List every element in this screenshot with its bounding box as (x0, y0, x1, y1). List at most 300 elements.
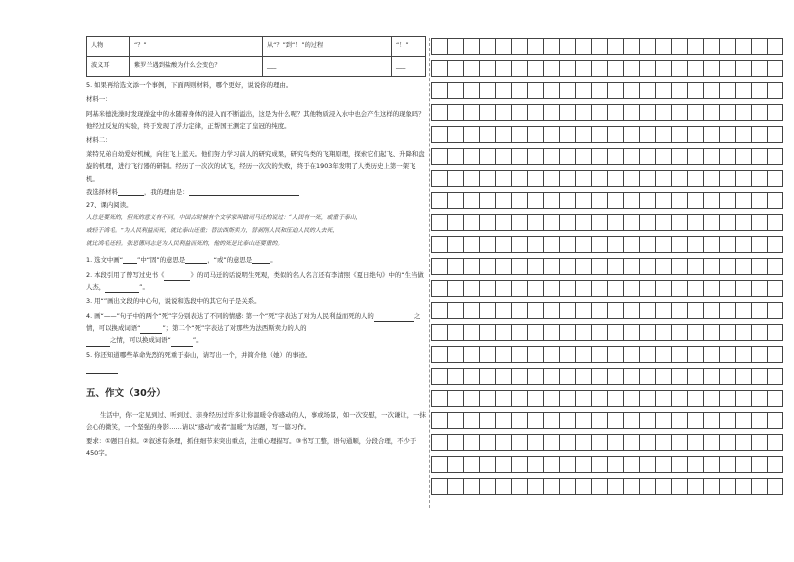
grid-cell[interactable] (655, 170, 671, 187)
grid-cell[interactable] (511, 104, 527, 121)
grid-cell[interactable] (591, 38, 607, 55)
grid-cell[interactable] (511, 346, 527, 363)
grid-cell[interactable] (463, 60, 479, 77)
grid-cell[interactable] (463, 280, 479, 297)
grid-cell[interactable] (463, 368, 479, 385)
grid-cell[interactable] (543, 412, 559, 429)
grid-cell[interactable] (639, 478, 655, 495)
grid-cell[interactable] (687, 236, 703, 253)
grid-cell[interactable] (703, 38, 719, 55)
grid-cell[interactable] (591, 126, 607, 143)
grid-cell[interactable] (751, 104, 767, 121)
grid-cell[interactable] (543, 60, 559, 77)
grid-cell[interactable] (591, 434, 607, 451)
grid-cell[interactable] (511, 126, 527, 143)
grid-cell[interactable] (495, 38, 511, 55)
grid-cell[interactable] (719, 456, 735, 473)
grid-cell[interactable] (735, 148, 751, 165)
grid-cell[interactable] (703, 236, 719, 253)
grid-cell[interactable] (687, 412, 703, 429)
grid-cell[interactable] (719, 148, 735, 165)
grid-cell[interactable] (511, 390, 527, 407)
grid-cell[interactable] (543, 258, 559, 275)
grid-cell[interactable] (735, 60, 751, 77)
grid-cell[interactable] (527, 478, 543, 495)
grid-cell[interactable] (671, 82, 687, 99)
grid-cell[interactable] (639, 82, 655, 99)
grid-cell[interactable] (559, 104, 575, 121)
grid-cell[interactable] (511, 170, 527, 187)
grid-cell[interactable] (559, 478, 575, 495)
grid-cell[interactable] (767, 126, 783, 143)
grid-cell[interactable] (735, 82, 751, 99)
grid-cell[interactable] (591, 280, 607, 297)
grid-cell[interactable] (687, 456, 703, 473)
grid-cell[interactable] (575, 478, 591, 495)
grid-cell[interactable] (479, 38, 495, 55)
grid-cell[interactable] (495, 368, 511, 385)
grid-cell[interactable] (479, 82, 495, 99)
grid-cell[interactable] (447, 126, 463, 143)
grid-cell[interactable] (655, 302, 671, 319)
grid-cell[interactable] (719, 104, 735, 121)
grid-cell[interactable] (639, 104, 655, 121)
grid-cell[interactable] (463, 214, 479, 231)
grid-cell[interactable] (511, 82, 527, 99)
grid-cell[interactable] (687, 346, 703, 363)
grid-cell[interactable] (527, 104, 543, 121)
grid-cell[interactable] (431, 236, 447, 253)
grid-cell[interactable] (687, 324, 703, 341)
grid-cell[interactable] (735, 390, 751, 407)
grid-cell[interactable] (479, 170, 495, 187)
grid-cell[interactable] (607, 324, 623, 341)
grid-cell[interactable] (511, 368, 527, 385)
grid-cell[interactable] (703, 60, 719, 77)
grid-cell[interactable] (639, 148, 655, 165)
grid-cell[interactable] (479, 346, 495, 363)
grid-cell[interactable] (591, 478, 607, 495)
answer-blank[interactable] (164, 273, 190, 281)
answer-blank[interactable] (171, 339, 193, 347)
grid-cell[interactable] (767, 390, 783, 407)
grid-cell[interactable] (495, 192, 511, 209)
grid-cell[interactable] (735, 280, 751, 297)
grid-cell[interactable] (687, 368, 703, 385)
grid-cell[interactable] (767, 478, 783, 495)
grid-cell[interactable] (639, 346, 655, 363)
grid-cell[interactable] (719, 302, 735, 319)
grid-cell[interactable] (751, 368, 767, 385)
grid-cell[interactable] (655, 280, 671, 297)
grid-cell[interactable] (735, 368, 751, 385)
grid-cell[interactable] (591, 60, 607, 77)
grid-cell[interactable] (431, 434, 447, 451)
grid-cell[interactable] (479, 456, 495, 473)
grid-cell[interactable] (767, 104, 783, 121)
grid-cell[interactable] (719, 280, 735, 297)
grid-cell[interactable] (751, 280, 767, 297)
grid-cell[interactable] (607, 456, 623, 473)
grid-cell[interactable] (463, 456, 479, 473)
grid-cell[interactable] (511, 434, 527, 451)
grid-cell[interactable] (479, 434, 495, 451)
grid-cell[interactable] (479, 412, 495, 429)
grid-cell[interactable] (527, 368, 543, 385)
grid-cell[interactable] (543, 170, 559, 187)
grid-cell[interactable] (687, 82, 703, 99)
grid-cell[interactable] (719, 82, 735, 99)
grid-cell[interactable] (543, 82, 559, 99)
grid-cell[interactable] (655, 390, 671, 407)
grid-cell[interactable] (655, 412, 671, 429)
grid-cell[interactable] (527, 170, 543, 187)
grid-cell[interactable] (575, 456, 591, 473)
grid-cell[interactable] (655, 60, 671, 77)
grid-cell[interactable] (591, 236, 607, 253)
grid-cell[interactable] (623, 456, 639, 473)
grid-cell[interactable] (767, 236, 783, 253)
grid-cell[interactable] (607, 302, 623, 319)
grid-cell[interactable] (559, 236, 575, 253)
grid-cell[interactable] (591, 346, 607, 363)
grid-cell[interactable] (559, 434, 575, 451)
grid-cell[interactable] (735, 214, 751, 231)
grid-cell[interactable] (511, 148, 527, 165)
grid-cell[interactable] (735, 38, 751, 55)
grid-cell[interactable] (687, 214, 703, 231)
grid-cell[interactable] (607, 236, 623, 253)
grid-cell[interactable] (687, 148, 703, 165)
grid-cell[interactable] (639, 38, 655, 55)
grid-cell[interactable] (703, 456, 719, 473)
grid-cell[interactable] (495, 214, 511, 231)
grid-cell[interactable] (639, 368, 655, 385)
grid-cell[interactable] (767, 148, 783, 165)
answer-blank[interactable] (86, 366, 118, 374)
grid-cell[interactable] (607, 346, 623, 363)
grid-cell[interactable] (671, 434, 687, 451)
grid-cell[interactable] (591, 368, 607, 385)
grid-cell[interactable] (703, 412, 719, 429)
answer-blank[interactable] (374, 314, 414, 322)
grid-cell[interactable] (479, 280, 495, 297)
grid-cell[interactable] (703, 214, 719, 231)
grid-cell[interactable] (639, 434, 655, 451)
grid-cell[interactable] (575, 170, 591, 187)
grid-cell[interactable] (703, 170, 719, 187)
grid-cell[interactable] (559, 456, 575, 473)
grid-cell[interactable] (639, 236, 655, 253)
grid-cell[interactable] (431, 104, 447, 121)
grid-cell[interactable] (575, 258, 591, 275)
grid-cell[interactable] (511, 38, 527, 55)
grid-cell[interactable] (735, 104, 751, 121)
grid-cell[interactable] (751, 346, 767, 363)
grid-cell[interactable] (527, 258, 543, 275)
grid-cell[interactable] (671, 60, 687, 77)
grid-cell[interactable] (655, 104, 671, 121)
grid-cell[interactable] (703, 324, 719, 341)
grid-cell[interactable] (623, 236, 639, 253)
grid-cell[interactable] (559, 280, 575, 297)
grid-cell[interactable] (463, 478, 479, 495)
grid-cell[interactable] (447, 82, 463, 99)
grid-cell[interactable] (767, 368, 783, 385)
grid-cell[interactable] (591, 390, 607, 407)
writing-grid[interactable] (431, 38, 783, 500)
grid-cell[interactable] (767, 302, 783, 319)
grid-cell[interactable] (751, 60, 767, 77)
grid-cell[interactable] (447, 478, 463, 495)
grid-cell[interactable] (447, 148, 463, 165)
grid-cell[interactable] (623, 258, 639, 275)
grid-cell[interactable] (543, 302, 559, 319)
grid-cell[interactable] (767, 170, 783, 187)
grid-cell[interactable] (607, 170, 623, 187)
grid-cell[interactable] (735, 192, 751, 209)
grid-cell[interactable] (463, 412, 479, 429)
grid-cell[interactable] (431, 82, 447, 99)
grid-cell[interactable] (559, 302, 575, 319)
grid-cell[interactable] (463, 324, 479, 341)
grid-cell[interactable] (703, 148, 719, 165)
grid-cell[interactable] (543, 280, 559, 297)
grid-cell[interactable] (751, 324, 767, 341)
grid-cell[interactable] (719, 412, 735, 429)
answer-blank[interactable] (252, 256, 270, 264)
grid-cell[interactable] (639, 258, 655, 275)
grid-cell[interactable] (623, 390, 639, 407)
grid-cell[interactable] (623, 214, 639, 231)
grid-cell[interactable] (447, 390, 463, 407)
grid-cell[interactable] (559, 368, 575, 385)
grid-cell[interactable] (511, 280, 527, 297)
grid-cell[interactable] (527, 214, 543, 231)
grid-cell[interactable] (751, 148, 767, 165)
grid-cell[interactable] (671, 104, 687, 121)
answer-blank[interactable] (189, 188, 299, 196)
grid-cell[interactable] (575, 412, 591, 429)
grid-cell[interactable] (767, 456, 783, 473)
grid-cell[interactable] (623, 104, 639, 121)
grid-cell[interactable] (687, 434, 703, 451)
grid-cell[interactable] (623, 38, 639, 55)
grid-cell[interactable] (447, 170, 463, 187)
grid-cell[interactable] (479, 192, 495, 209)
grid-cell[interactable] (735, 236, 751, 253)
grid-cell[interactable] (479, 478, 495, 495)
grid-cell[interactable] (607, 258, 623, 275)
grid-cell[interactable] (559, 324, 575, 341)
grid-cell[interactable] (527, 280, 543, 297)
grid-cell[interactable] (431, 324, 447, 341)
grid-cell[interactable] (495, 456, 511, 473)
grid-cell[interactable] (543, 434, 559, 451)
grid-cell[interactable] (751, 258, 767, 275)
grid-cell[interactable] (639, 390, 655, 407)
grid-cell[interactable] (495, 346, 511, 363)
grid-cell[interactable] (639, 456, 655, 473)
grid-cell[interactable] (431, 346, 447, 363)
grid-cell[interactable] (623, 82, 639, 99)
grid-cell[interactable] (703, 434, 719, 451)
grid-cell[interactable] (591, 170, 607, 187)
grid-cell[interactable] (495, 434, 511, 451)
grid-cell[interactable] (543, 478, 559, 495)
grid-cell[interactable] (591, 192, 607, 209)
grid-cell[interactable] (447, 104, 463, 121)
grid-cell[interactable] (463, 390, 479, 407)
grid-cell[interactable] (575, 148, 591, 165)
grid-cell[interactable] (671, 192, 687, 209)
grid-cell[interactable] (623, 324, 639, 341)
grid-cell[interactable] (559, 346, 575, 363)
grid-cell[interactable] (719, 126, 735, 143)
grid-cell[interactable] (703, 390, 719, 407)
grid-cell[interactable] (431, 368, 447, 385)
grid-cell[interactable] (703, 82, 719, 99)
grid-cell[interactable] (655, 192, 671, 209)
grid-cell[interactable] (623, 478, 639, 495)
grid-cell[interactable] (719, 214, 735, 231)
grid-cell[interactable] (527, 412, 543, 429)
grid-cell[interactable] (543, 38, 559, 55)
grid-cell[interactable] (607, 390, 623, 407)
grid-cell[interactable] (655, 478, 671, 495)
grid-cell[interactable] (559, 148, 575, 165)
grid-cell[interactable] (751, 236, 767, 253)
grid-cell[interactable] (591, 258, 607, 275)
grid-cell[interactable] (479, 104, 495, 121)
grid-cell[interactable] (575, 60, 591, 77)
grid-cell[interactable] (671, 280, 687, 297)
grid-cell[interactable] (575, 126, 591, 143)
grid-cell[interactable] (479, 324, 495, 341)
grid-cell[interactable] (719, 170, 735, 187)
grid-cell[interactable] (543, 236, 559, 253)
grid-cell[interactable] (431, 192, 447, 209)
grid-cell[interactable] (687, 192, 703, 209)
grid-cell[interactable] (511, 478, 527, 495)
grid-cell[interactable] (607, 126, 623, 143)
grid-cell[interactable] (767, 38, 783, 55)
grid-cell[interactable] (751, 412, 767, 429)
grid-cell[interactable] (719, 38, 735, 55)
grid-cell[interactable] (607, 412, 623, 429)
grid-cell[interactable] (607, 82, 623, 99)
grid-cell[interactable] (591, 104, 607, 121)
grid-cell[interactable] (751, 126, 767, 143)
grid-cell[interactable] (479, 368, 495, 385)
grid-cell[interactable] (511, 192, 527, 209)
grid-cell[interactable] (527, 346, 543, 363)
grid-cell[interactable] (655, 434, 671, 451)
grid-cell[interactable] (735, 126, 751, 143)
grid-cell[interactable] (751, 434, 767, 451)
grid-cell[interactable] (767, 214, 783, 231)
grid-cell[interactable] (511, 456, 527, 473)
grid-cell[interactable] (751, 478, 767, 495)
grid-cell[interactable] (703, 258, 719, 275)
grid-cell[interactable] (671, 368, 687, 385)
grid-cell[interactable] (767, 324, 783, 341)
grid-cell[interactable] (575, 346, 591, 363)
grid-cell[interactable] (479, 148, 495, 165)
grid-cell[interactable] (751, 82, 767, 99)
grid-cell[interactable] (655, 126, 671, 143)
grid-cell[interactable] (591, 412, 607, 429)
grid-cell[interactable] (575, 236, 591, 253)
grid-cell[interactable] (543, 324, 559, 341)
grid-cell[interactable] (447, 258, 463, 275)
grid-cell[interactable] (687, 302, 703, 319)
grid-cell[interactable] (671, 236, 687, 253)
grid-cell[interactable] (431, 412, 447, 429)
grid-cell[interactable] (591, 214, 607, 231)
grid-cell[interactable] (495, 390, 511, 407)
grid-cell[interactable] (751, 192, 767, 209)
grid-cell[interactable] (703, 346, 719, 363)
grid-cell[interactable] (447, 192, 463, 209)
grid-cell[interactable] (527, 302, 543, 319)
grid-cell[interactable] (495, 82, 511, 99)
grid-cell[interactable] (447, 412, 463, 429)
grid-cell[interactable] (655, 368, 671, 385)
grid-cell[interactable] (671, 126, 687, 143)
grid-cell[interactable] (575, 324, 591, 341)
grid-cell[interactable] (751, 456, 767, 473)
grid-cell[interactable] (431, 60, 447, 77)
grid-cell[interactable] (687, 38, 703, 55)
grid-cell[interactable] (543, 368, 559, 385)
grid-cell[interactable] (767, 346, 783, 363)
grid-cell[interactable] (623, 412, 639, 429)
grid-cell[interactable] (591, 82, 607, 99)
grid-cell[interactable] (447, 38, 463, 55)
grid-cell[interactable] (623, 280, 639, 297)
grid-cell[interactable] (607, 478, 623, 495)
grid-cell[interactable] (719, 324, 735, 341)
answer-blank[interactable] (105, 285, 139, 293)
grid-cell[interactable] (495, 258, 511, 275)
answer-blank[interactable] (140, 326, 162, 334)
grid-cell[interactable] (527, 38, 543, 55)
grid-cell[interactable] (527, 148, 543, 165)
grid-cell[interactable] (703, 280, 719, 297)
grid-cell[interactable] (495, 280, 511, 297)
grid-cell[interactable] (719, 434, 735, 451)
grid-cell[interactable] (575, 38, 591, 55)
answer-blank[interactable] (118, 188, 144, 196)
grid-cell[interactable] (447, 368, 463, 385)
grid-cell[interactable] (639, 192, 655, 209)
grid-cell[interactable] (463, 434, 479, 451)
grid-cell[interactable] (751, 214, 767, 231)
grid-cell[interactable] (447, 346, 463, 363)
grid-cell[interactable] (463, 346, 479, 363)
grid-cell[interactable] (447, 280, 463, 297)
grid-cell[interactable] (671, 214, 687, 231)
grid-cell[interactable] (575, 104, 591, 121)
grid-cell[interactable] (559, 38, 575, 55)
grid-cell[interactable] (543, 390, 559, 407)
grid-cell[interactable] (607, 148, 623, 165)
grid-cell[interactable] (751, 302, 767, 319)
grid-cell[interactable] (575, 390, 591, 407)
grid-cell[interactable] (575, 368, 591, 385)
grid-cell[interactable] (431, 214, 447, 231)
